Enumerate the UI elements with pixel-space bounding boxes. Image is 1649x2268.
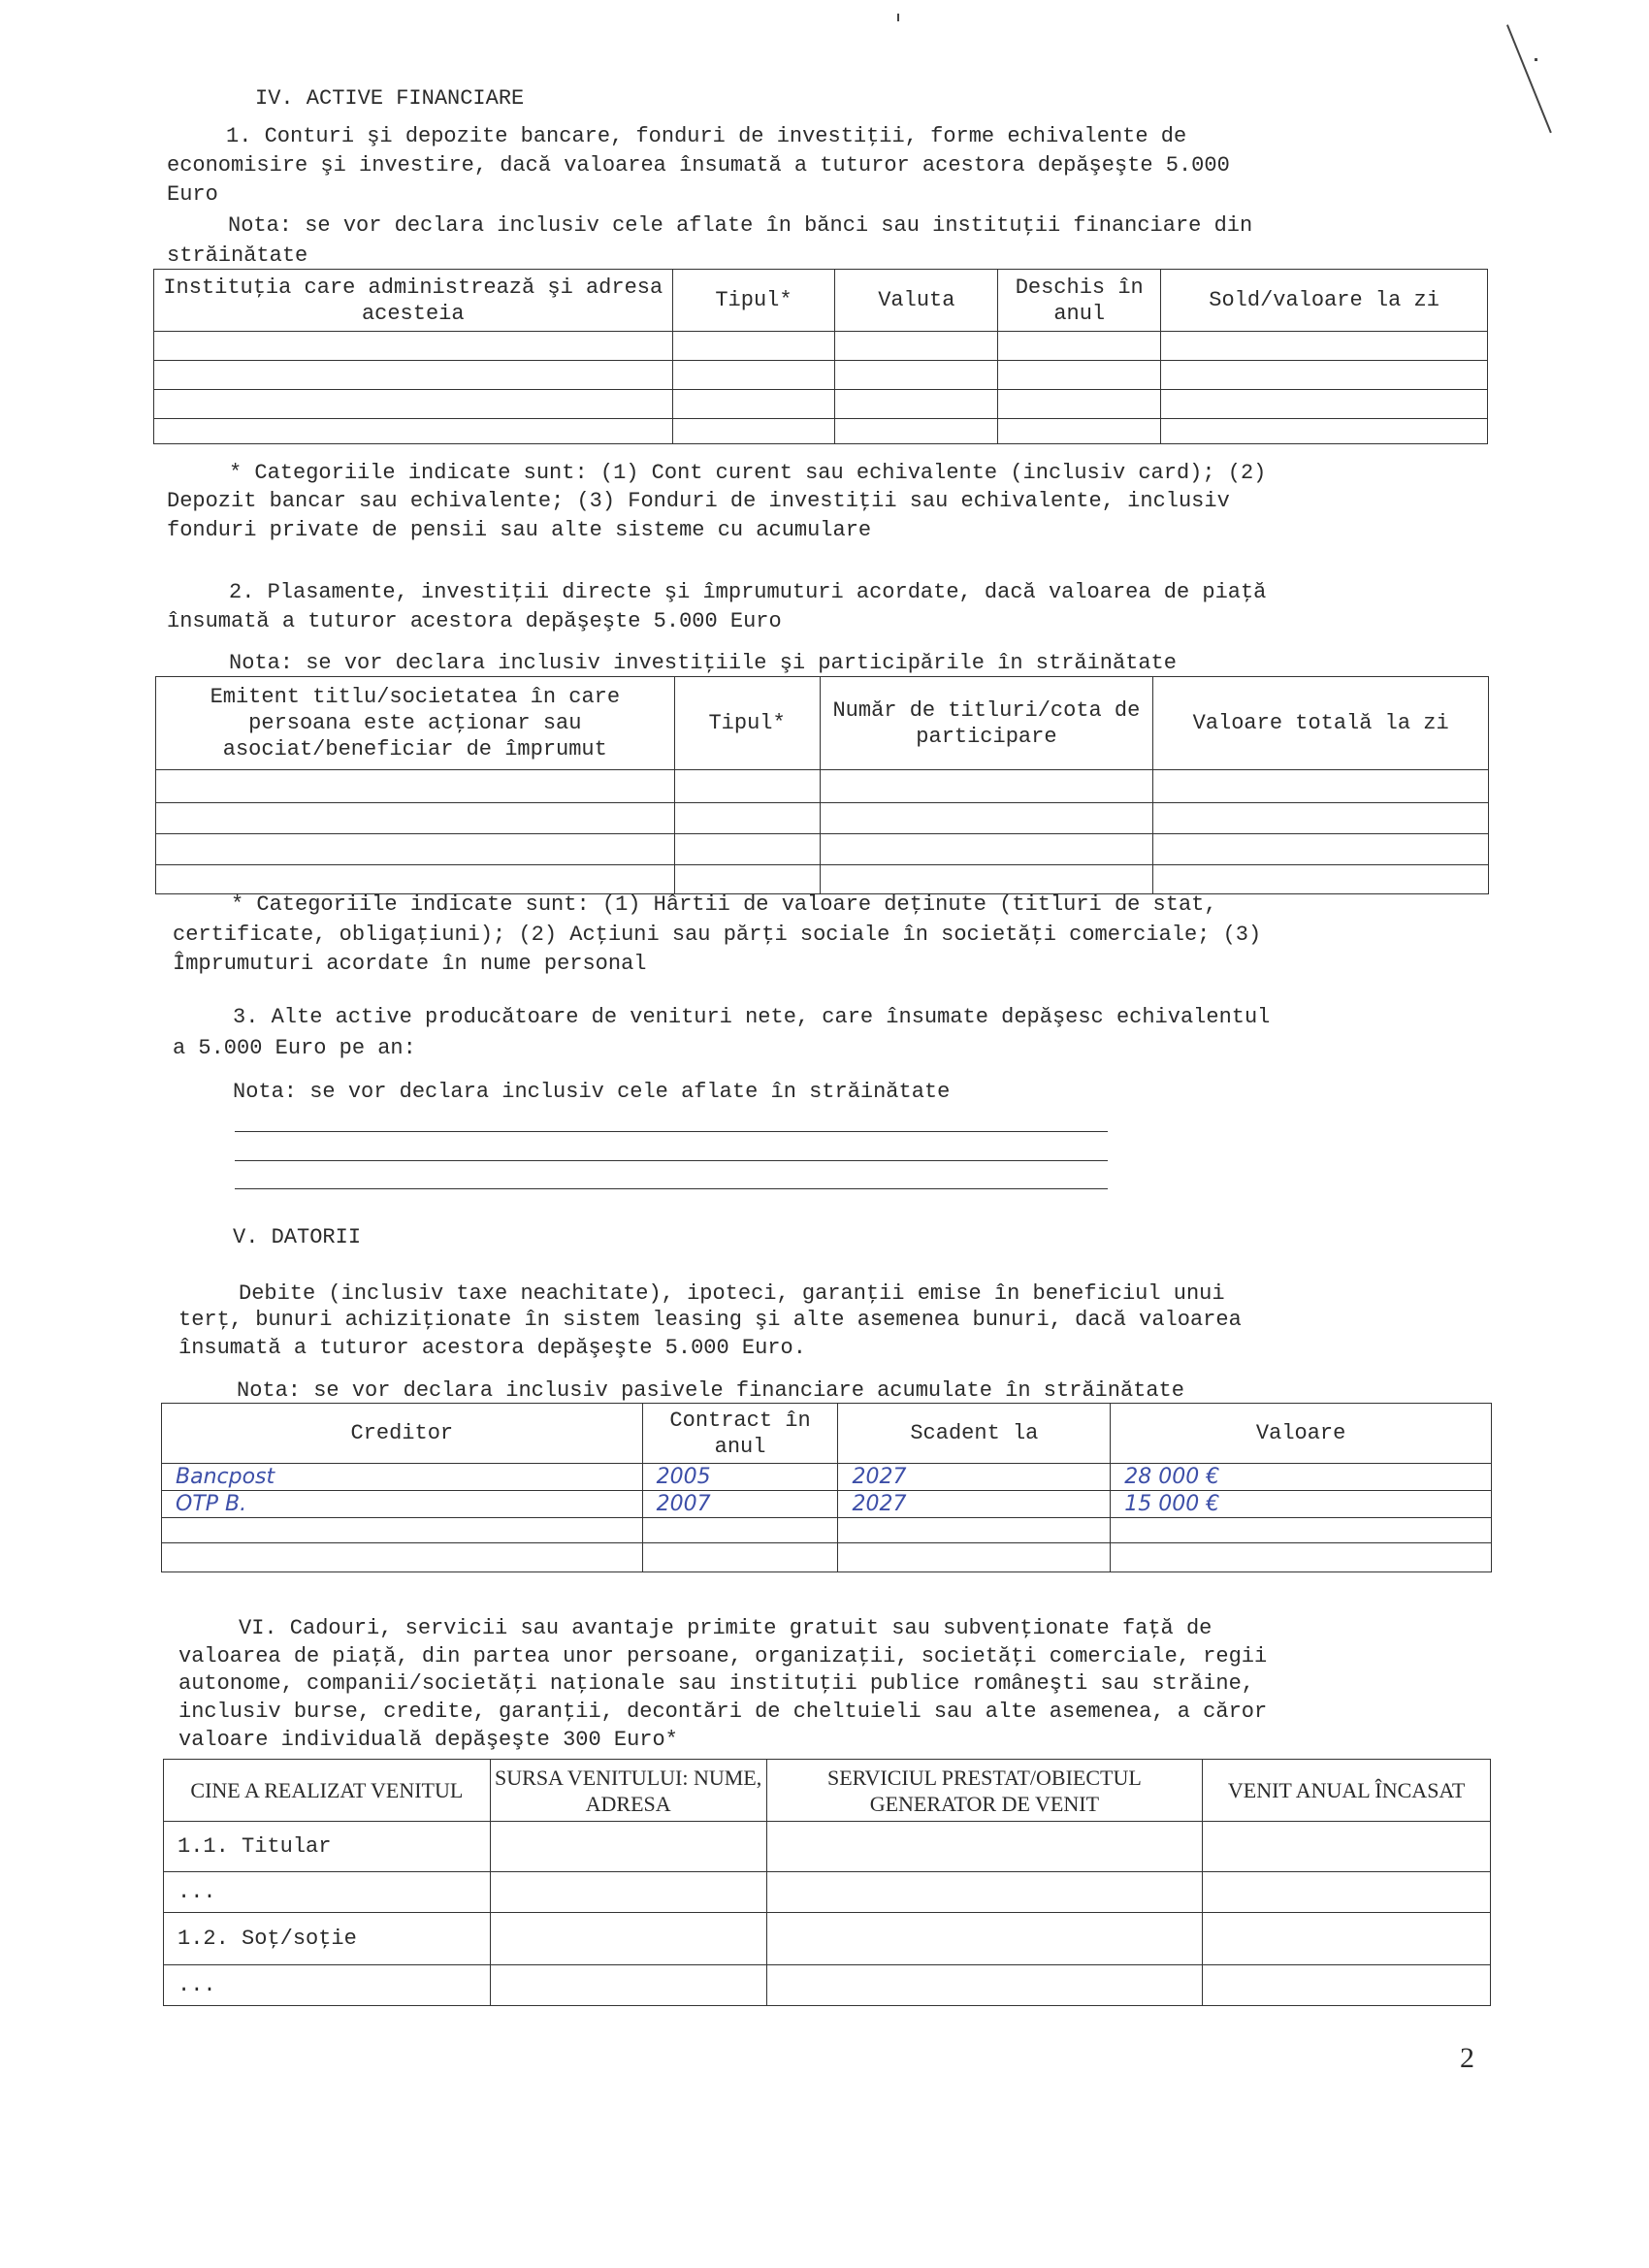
table-row (164, 1822, 1491, 1872)
investments-col-issuer: Emitent titlu/societatea în care persoana este acţionar sau asociat/beneficiar de împrumut (156, 677, 675, 770)
accounts-col-institution: Instituţia care administrează şi adresa acesteia (154, 270, 673, 332)
table-row (162, 1518, 1492, 1543)
debts-col-value: Valoare (1111, 1404, 1492, 1464)
debt-1-value: 28 000 € (1111, 1464, 1492, 1491)
table-row (162, 1464, 1492, 1491)
section-v-p-line2: terţ, bunuri achiziţionate în sistem leasing şi alte asemenea bunuri, dacă valoarea (178, 1308, 1242, 1332)
section-iv-nota1-line1: Nota: se vor declara inclusiv cele aflate în bănci sau instituţii financiare din (228, 213, 1253, 238)
gifts-col-source: SURSA VENITULUI: NUME, ADRESA (490, 1760, 766, 1822)
debt-2-creditor: OTP B. (162, 1491, 643, 1518)
accounts-col-currency: Valuta (835, 270, 998, 332)
table-row (154, 419, 1488, 444)
investments-col-type: Tipul* (674, 677, 820, 770)
gifts-col-service: SERVICIUL PRESTAT/OBIECTUL GENERATOR DE VENIT (766, 1760, 1203, 1822)
debts-col-due: Scadent la (838, 1404, 1111, 1464)
table-row (156, 770, 1489, 803)
scan-speck (897, 14, 899, 21)
table-row (164, 1872, 1491, 1913)
table-row (162, 1491, 1492, 1518)
scan-speck (1535, 58, 1537, 61)
blank-answer-line (235, 1131, 1108, 1132)
blank-answer-line (235, 1188, 1108, 1189)
section-iv-nota1-line2: străinătate (167, 243, 308, 268)
section-iv-p1-line1: 1. Conturi şi depozite bancare, fonduri de investiţii, forme echivalente de (226, 124, 1187, 148)
table-row (164, 1913, 1491, 1965)
section-iv-title: IV. ACTIVE FINANCIARE (255, 86, 525, 111)
investments-col-value: Valoare totală la zi (1153, 677, 1489, 770)
section-iv-p3-line1: 3. Alte active producătoare de venituri nete, care însumate depăşesc echivalentul (233, 1005, 1271, 1029)
debts-table (161, 1403, 1492, 1572)
section-iv-p1-line2: economisire şi investire, dacă valoarea însumată a tuturor acestora depăşeşte 5.000 (167, 153, 1230, 178)
gifts-row-holder: 1.1. Titular (164, 1822, 491, 1872)
investments-col-shares: Număr de titluri/cota de participare (820, 677, 1153, 770)
debts-col-creditor: Creditor (162, 1404, 643, 1464)
investments-note-line3: Împrumuturi acordate în nume personal (173, 952, 647, 976)
table-row (162, 1543, 1492, 1572)
section-iv-nota2: Nota: se vor declara inclusiv investiţiile şi participările în străinătate (229, 651, 1177, 675)
debts-col-contract-year: Contract în anul (642, 1404, 838, 1464)
section-vi-p-line5: valoare individuală depăşeşte 300 Euro* (178, 1728, 678, 1752)
section-v-p-line3: însumată a tuturor acestora depăşeşte 5.000 Euro. (178, 1336, 806, 1360)
debt-1-due: 2027 (838, 1464, 1111, 1491)
section-iv-p1-line3: Euro (167, 182, 218, 207)
debt-1-year: 2005 (642, 1464, 838, 1491)
table-row (154, 361, 1488, 390)
table-row (156, 803, 1489, 834)
page-number: 2 (1460, 2042, 1474, 2074)
accounts-col-year: Deschis în anul (998, 270, 1161, 332)
accounts-col-balance: Sold/valoare la zi (1161, 270, 1488, 332)
table-row (156, 865, 1489, 894)
section-iv-p2-line2: însumată a tuturor acestora depăşeşte 5.000 Euro (167, 609, 782, 633)
section-iv-p3-line2: a 5.000 Euro pe an: (173, 1036, 416, 1060)
table-row (154, 332, 1488, 361)
section-iv-nota3: Nota: se vor declara inclusiv cele aflate în străinătate (233, 1080, 951, 1104)
accounts-note-line2: Depozit bancar sau echivalente; (3) Fonduri de investiţii sau echivalente, inclusiv (167, 489, 1230, 513)
gifts-row-spouse: 1.2. Soţ/soţie (164, 1913, 491, 1965)
table-row (154, 390, 1488, 419)
section-vi-p-line1: VI. Cadouri, servicii sau avantaje primite gratuit sau subvenţionate faţă de (239, 1616, 1212, 1640)
table-row (156, 834, 1489, 865)
scan-mark (1506, 24, 1552, 133)
gifts-row-holder-more: ... (164, 1872, 491, 1913)
gifts-row-spouse-more: ... (164, 1965, 491, 2006)
section-vi-p-line2: valoarea de piaţă, din partea unor persoane, organizaţii, societăţi comerciale, regii (178, 1644, 1268, 1669)
accounts-table (153, 269, 1488, 444)
section-iv-p2-line1: 2. Plasamente, investiţii directe şi împrumuturi acordate, dacă valoarea de piaţă (229, 580, 1267, 604)
section-vi-p-line4: inclusiv burse, credite, garanţii, decontări de cheltuieli sau alte asemenea, a căror (178, 1700, 1268, 1724)
debt-2-due: 2027 (838, 1491, 1111, 1518)
gifts-table (163, 1759, 1491, 2006)
investments-note-line2: certificate, obligaţiuni); (2) Acţiuni sau părţi sociale în societăţi comerciale; (3) (173, 923, 1262, 947)
gifts-col-who: CINE A REALIZAT VENITUL (164, 1760, 491, 1822)
investments-table (155, 676, 1489, 894)
table-row (164, 1965, 1491, 2006)
blank-answer-line (235, 1160, 1108, 1161)
investments-note-line1: * Categoriile indicate sunt: (1) Hârtii de valoare deţinute (titluri de stat, (231, 892, 1217, 917)
gifts-col-income: VENIT ANUAL ÎNCASAT (1203, 1760, 1491, 1822)
section-v-nota: Nota: se vor declara inclusiv pasivele financiare acumulate în străinătate (237, 1378, 1184, 1403)
accounts-col-type: Tipul* (672, 270, 835, 332)
debt-2-year: 2007 (642, 1491, 838, 1518)
accounts-note-line1: * Categoriile indicate sunt: (1) Cont curent sau echivalente (inclusiv card); (2) (229, 461, 1267, 485)
debt-1-creditor: Bancpost (162, 1464, 643, 1491)
section-v-title: V. DATORII (233, 1225, 362, 1249)
accounts-note-line3: fonduri private de pensii sau alte sisteme cu acumulare (167, 518, 872, 542)
debt-2-value: 15 000 € (1111, 1491, 1492, 1518)
section-v-p-line1: Debite (inclusiv taxe neachitate), ipoteci, garanţii emise în beneficiul unui (239, 1281, 1225, 1306)
section-vi-p-line3: autonome, companii/societăţi naţionale sau instituţii publice româneşti sau străine, (178, 1671, 1254, 1696)
